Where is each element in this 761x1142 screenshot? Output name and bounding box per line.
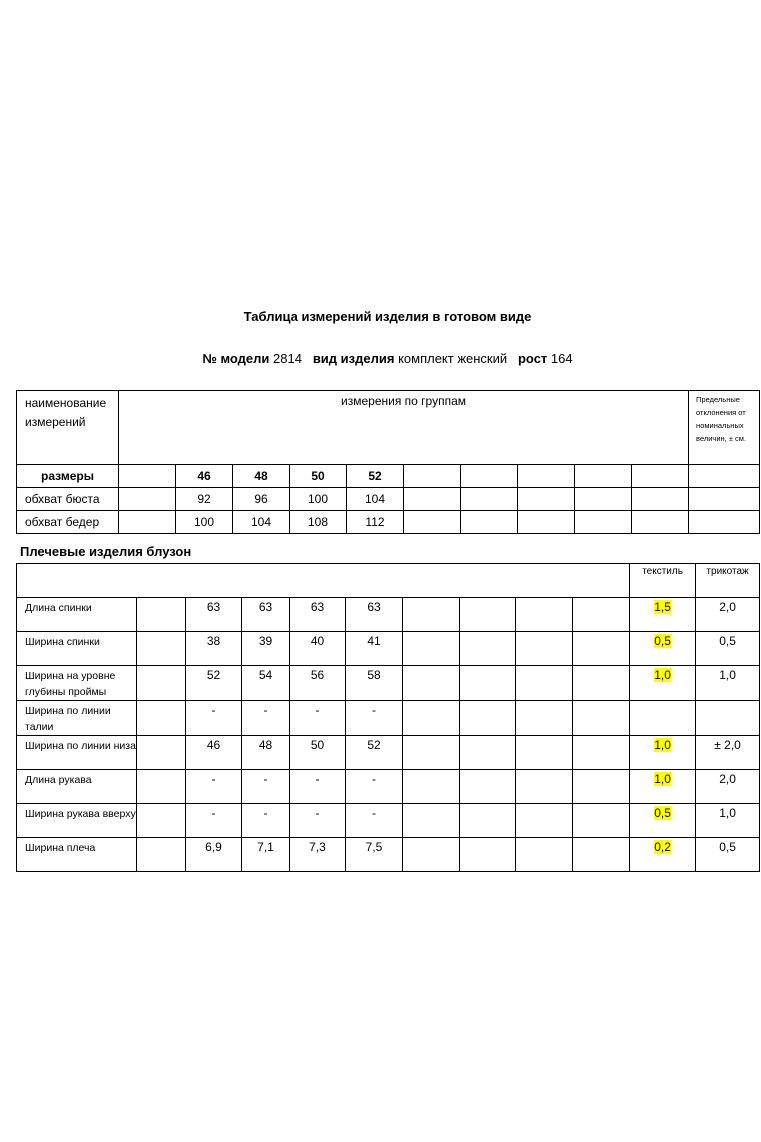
value-cell: 63 bbox=[186, 598, 242, 632]
row-label-line: глубины проймы bbox=[25, 686, 107, 698]
row-label-line: Длина рукава bbox=[25, 774, 92, 786]
row-label bbox=[17, 736, 137, 770]
textile-tolerance-cell bbox=[630, 736, 696, 770]
value-cell: - bbox=[346, 770, 403, 804]
empty-cell bbox=[137, 701, 186, 736]
type-label: вид изделия bbox=[312, 351, 395, 366]
empty-cell bbox=[573, 598, 630, 632]
value-cell: 48 bbox=[242, 736, 290, 770]
empty-cell bbox=[404, 511, 461, 534]
knit-tolerance-cell: 1,0 bbox=[696, 666, 760, 701]
value-cell: 112 bbox=[347, 511, 404, 534]
table-row bbox=[17, 488, 760, 511]
table-row bbox=[17, 632, 760, 666]
empty-cell bbox=[516, 838, 573, 872]
value-cell: - bbox=[186, 770, 242, 804]
row-label bbox=[17, 770, 137, 804]
empty-cell bbox=[575, 488, 632, 511]
row-label: обхват бюста bbox=[17, 488, 119, 511]
value-cell: 41 bbox=[346, 632, 403, 666]
row-label bbox=[17, 838, 137, 872]
empty-cell bbox=[689, 465, 760, 488]
empty-cell bbox=[573, 632, 630, 666]
empty-cell bbox=[460, 598, 516, 632]
textile-tolerance-value: 1,5 bbox=[654, 600, 671, 614]
header-tolerance bbox=[689, 391, 760, 465]
value-cell: 52 bbox=[346, 736, 403, 770]
value-cell: 39 bbox=[242, 632, 290, 666]
section-title: Плечевые изделия блузон bbox=[20, 544, 192, 559]
table-row bbox=[17, 770, 760, 804]
empty-cell bbox=[573, 804, 630, 838]
empty-cell bbox=[632, 511, 689, 534]
sizes-label: размеры bbox=[17, 465, 119, 488]
textile-tolerance-value: 1,0 bbox=[654, 772, 671, 786]
table-row bbox=[17, 666, 760, 701]
empty-cell bbox=[460, 804, 516, 838]
value-cell: 63 bbox=[346, 598, 403, 632]
value-cell: 52 bbox=[186, 666, 242, 701]
value-cell: 46 bbox=[186, 736, 242, 770]
size-cell: 50 bbox=[290, 465, 347, 488]
value-cell: 63 bbox=[242, 598, 290, 632]
empty-cell bbox=[518, 511, 575, 534]
empty-cell bbox=[137, 770, 186, 804]
row-label bbox=[17, 804, 137, 838]
table-row bbox=[17, 804, 760, 838]
textile-tolerance-value: 0,5 bbox=[654, 806, 671, 820]
empty-cell bbox=[403, 598, 460, 632]
value-cell: 6,9 bbox=[186, 838, 242, 872]
table-row bbox=[17, 511, 760, 534]
header-left-line: измерений bbox=[25, 415, 86, 429]
empty-cell bbox=[573, 701, 630, 736]
header-right-line: номинальных bbox=[696, 421, 744, 430]
empty-cell bbox=[573, 666, 630, 701]
textile-tolerance-cell bbox=[630, 770, 696, 804]
table-header-row bbox=[17, 391, 760, 465]
value-cell: - bbox=[242, 701, 290, 736]
row-label-line: Ширина по линии низа bbox=[25, 740, 136, 752]
empty-cell bbox=[137, 736, 186, 770]
value-cell: - bbox=[290, 701, 346, 736]
empty-cell bbox=[460, 701, 516, 736]
value-cell: 100 bbox=[290, 488, 347, 511]
model-info bbox=[0, 351, 761, 366]
row-label-line: талии bbox=[25, 721, 54, 733]
size-cell: 48 bbox=[233, 465, 290, 488]
model-value: 2814 bbox=[273, 351, 302, 366]
header-group-measurements: измерения по группам bbox=[119, 391, 689, 465]
header-textile: текстиль bbox=[630, 564, 696, 598]
empty-cell bbox=[119, 488, 176, 511]
knit-tolerance-cell: 0,5 bbox=[696, 838, 760, 872]
empty-cell bbox=[516, 804, 573, 838]
header-right-line: величин, ± см. bbox=[696, 434, 747, 443]
empty-cell bbox=[119, 511, 176, 534]
value-cell: - bbox=[242, 770, 290, 804]
empty-cell bbox=[575, 465, 632, 488]
empty-cell bbox=[403, 666, 460, 701]
empty-cell bbox=[516, 598, 573, 632]
value-cell: 96 bbox=[233, 488, 290, 511]
table-row bbox=[17, 838, 760, 872]
empty-cell bbox=[573, 838, 630, 872]
knit-tolerance-cell: 2,0 bbox=[696, 770, 760, 804]
model-label: № модели bbox=[202, 351, 270, 366]
knit-tolerance-cell: 1,0 bbox=[696, 804, 760, 838]
empty-cell bbox=[575, 511, 632, 534]
empty-cell bbox=[460, 838, 516, 872]
textile-tolerance-cell bbox=[630, 804, 696, 838]
value-cell: 92 bbox=[176, 488, 233, 511]
empty-cell bbox=[516, 632, 573, 666]
empty-cell bbox=[461, 465, 518, 488]
empty-cell bbox=[460, 770, 516, 804]
empty-cell bbox=[573, 770, 630, 804]
textile-tolerance-value: 1,0 bbox=[654, 668, 671, 682]
value-cell: - bbox=[290, 804, 346, 838]
value-cell: 40 bbox=[290, 632, 346, 666]
value-cell: - bbox=[186, 701, 242, 736]
size-cell: 46 bbox=[176, 465, 233, 488]
empty-cell bbox=[404, 488, 461, 511]
value-cell: 100 bbox=[176, 511, 233, 534]
row-label-line: Ширина спинки bbox=[25, 636, 100, 648]
textile-tolerance-value: 0,5 bbox=[654, 634, 671, 648]
empty-cell bbox=[460, 736, 516, 770]
empty-cell bbox=[632, 465, 689, 488]
value-cell: 58 bbox=[346, 666, 403, 701]
textile-tolerance-value: 0,2 bbox=[654, 840, 671, 854]
textile-tolerance-cell bbox=[630, 701, 696, 736]
table-row bbox=[17, 701, 760, 736]
empty-cell bbox=[403, 701, 460, 736]
size-cell: 52 bbox=[347, 465, 404, 488]
value-cell: 7,1 bbox=[242, 838, 290, 872]
textile-tolerance-cell bbox=[630, 598, 696, 632]
empty-cell bbox=[516, 666, 573, 701]
value-cell: 108 bbox=[290, 511, 347, 534]
header-empty-cell bbox=[17, 564, 630, 598]
empty-cell bbox=[689, 511, 760, 534]
empty-cell bbox=[403, 632, 460, 666]
value-cell: - bbox=[290, 770, 346, 804]
value-cell: 7,3 bbox=[290, 838, 346, 872]
empty-cell bbox=[137, 666, 186, 701]
value-cell: - bbox=[186, 804, 242, 838]
value-cell: 54 bbox=[242, 666, 290, 701]
sizes-row bbox=[17, 465, 760, 488]
row-label-line: Ширина рукава вверху bbox=[25, 808, 136, 820]
empty-cell bbox=[632, 488, 689, 511]
knit-tolerance-cell: 0,5 bbox=[696, 632, 760, 666]
knit-tolerance-cell: 2,0 bbox=[696, 598, 760, 632]
row-label bbox=[17, 632, 137, 666]
header-right-line: Предельные bbox=[696, 395, 740, 404]
empty-cell bbox=[461, 488, 518, 511]
row-label-line: Ширина на уровне bbox=[25, 670, 116, 682]
empty-cell bbox=[689, 488, 760, 511]
value-cell: 104 bbox=[347, 488, 404, 511]
empty-cell bbox=[518, 465, 575, 488]
textile-tolerance-value: 1,0 bbox=[654, 738, 671, 752]
header-measurement-name bbox=[17, 391, 119, 465]
empty-cell bbox=[137, 598, 186, 632]
value-cell: - bbox=[242, 804, 290, 838]
value-cell: 7,5 bbox=[346, 838, 403, 872]
empty-cell bbox=[137, 632, 186, 666]
header-right-line: отклонения от bbox=[696, 408, 746, 417]
empty-cell bbox=[573, 736, 630, 770]
empty-cell bbox=[137, 838, 186, 872]
empty-cell bbox=[518, 488, 575, 511]
knit-tolerance-cell bbox=[696, 701, 760, 736]
table-header-row bbox=[17, 564, 760, 598]
row-label bbox=[17, 666, 137, 701]
textile-tolerance-cell bbox=[630, 666, 696, 701]
value-cell: - bbox=[346, 804, 403, 838]
empty-cell bbox=[119, 465, 176, 488]
row-label-line: Ширина плеча bbox=[25, 842, 96, 854]
header-left-line: наименование bbox=[25, 396, 107, 410]
row-label: обхват бедер bbox=[17, 511, 119, 534]
measurements-table bbox=[16, 390, 760, 534]
empty-cell bbox=[403, 736, 460, 770]
empty-cell bbox=[403, 804, 460, 838]
textile-tolerance-cell bbox=[630, 632, 696, 666]
empty-cell bbox=[461, 511, 518, 534]
empty-cell bbox=[516, 701, 573, 736]
empty-cell bbox=[404, 465, 461, 488]
blouse-measurements-table bbox=[16, 563, 760, 872]
row-label bbox=[17, 598, 137, 632]
header-knitwear: трикотаж bbox=[696, 564, 760, 598]
value-cell: 104 bbox=[233, 511, 290, 534]
textile-tolerance-cell bbox=[630, 838, 696, 872]
knit-tolerance-cell: ± 2,0 bbox=[696, 736, 760, 770]
empty-cell bbox=[403, 770, 460, 804]
value-cell: - bbox=[346, 701, 403, 736]
table-row bbox=[17, 736, 760, 770]
row-label-line: Ширина по линии bbox=[25, 705, 111, 717]
height-label: рост bbox=[517, 351, 548, 366]
table-row bbox=[17, 598, 760, 632]
row-label bbox=[17, 701, 137, 736]
value-cell: 50 bbox=[290, 736, 346, 770]
empty-cell bbox=[460, 666, 516, 701]
type-value: комплект женский bbox=[398, 351, 508, 366]
value-cell: 56 bbox=[290, 666, 346, 701]
page-title: Таблица измерений изделия в готовом виде bbox=[243, 309, 532, 324]
height-value: 164 bbox=[550, 351, 573, 366]
value-cell: 38 bbox=[186, 632, 242, 666]
empty-cell bbox=[460, 632, 516, 666]
row-label-line: Длина спинки bbox=[25, 602, 92, 614]
empty-cell bbox=[403, 838, 460, 872]
empty-cell bbox=[516, 736, 573, 770]
value-cell: 63 bbox=[290, 598, 346, 632]
empty-cell bbox=[516, 770, 573, 804]
empty-cell bbox=[137, 804, 186, 838]
